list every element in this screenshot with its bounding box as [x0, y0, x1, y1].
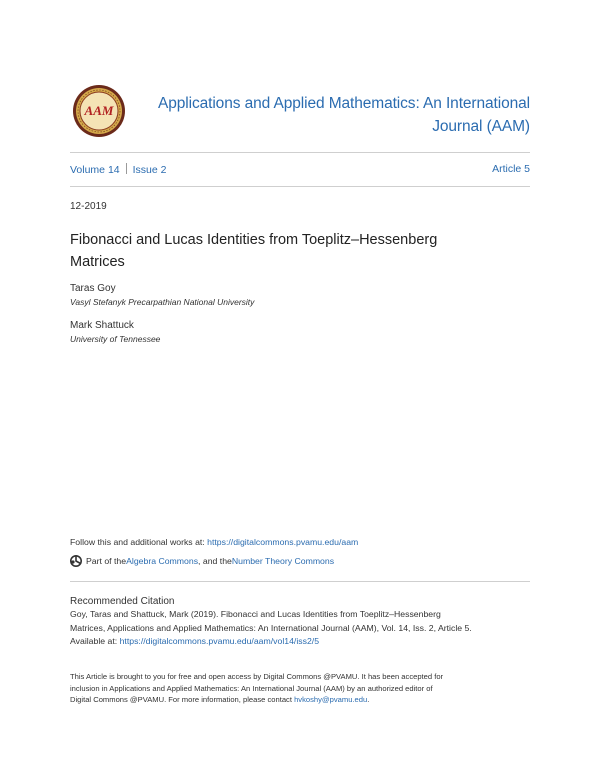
citation-text [70, 608, 530, 649]
article-title [70, 229, 530, 273]
author-affiliation: University of Tennessee [70, 334, 161, 344]
follow-line [70, 537, 358, 547]
journal-logo-icon [72, 84, 126, 138]
access-statement [70, 671, 530, 706]
part-of-prefix: Part of the [86, 556, 127, 566]
logo-text: AAM [84, 103, 114, 118]
divider-top [70, 152, 530, 153]
issue-meta [70, 163, 530, 177]
volume-link[interactable]: Volume 14 [70, 164, 120, 176]
author-name: Mark Shattuck [70, 320, 134, 331]
footer-line [70, 694, 530, 706]
footer-contact-prefix: Digital Commons @PVAMU. For more information, please contact [70, 695, 295, 704]
citation-heading: Recommended Citation [70, 596, 175, 607]
number-theory-commons-link[interactable]: Number Theory Commons [231, 556, 335, 566]
article-title-line2: Matrices [70, 254, 125, 270]
article-number-link[interactable]: Article 5 [492, 163, 530, 175]
author-name: Taras Goy [70, 283, 116, 294]
part-of-middle: , and the [198, 556, 232, 566]
bepress-network-icon [70, 555, 82, 567]
author-affiliation: Vasyl Stefanyk Precarpathian National University [70, 297, 255, 307]
journal-title[interactable] [140, 92, 530, 138]
divider-meta [70, 186, 530, 187]
footer-suffix: . [367, 695, 370, 704]
footer-line: This Article is brought to you for free and open access by Digital Commons @PVAMU. It has been accepted for [70, 672, 444, 681]
citation-line: Goy, Taras and Shattuck, Mark (2019). Fibonacci and Lucas Identities from Toeplitz–Hessenberg [70, 609, 441, 619]
journal-title-line1[interactable]: Applications and Applied Mathematics: An International [157, 95, 530, 112]
algebra-commons-link[interactable]: Algebra Commons [126, 556, 199, 566]
available-prefix: Available at: [70, 636, 120, 646]
collection-link[interactable]: https://digitalcommons.pvamu.edu/aam [207, 537, 359, 547]
contact-email-link[interactable]: hvkoshy@pvamu.edu [294, 695, 368, 704]
part-of-line [70, 555, 334, 567]
journal-title-line2[interactable]: Journal (AAM) [432, 118, 530, 135]
footer-line: inclusion in Applications and Applied Mathematics: An International Journal (AAM) by an authorized editor of [70, 683, 433, 693]
citation-available [70, 635, 530, 649]
meta-separator [126, 163, 127, 174]
issue-link[interactable]: Issue 2 [132, 164, 167, 176]
divider-citation [70, 581, 530, 582]
citation-line: Matrices, Applications and Applied Mathematics: An International Journal (AAM), Vol. 14, Iss. 2, Article 5. [70, 622, 472, 633]
follow-text: Follow this and additional works at: [70, 537, 208, 547]
article-title-line1: Fibonacci and Lucas Identities from Toeplitz–Hessenberg [70, 232, 438, 248]
publication-date: 12-2019 [70, 201, 107, 212]
article-url-link[interactable]: https://digitalcommons.pvamu.edu/aam/vol14/iss2/5 [119, 636, 320, 646]
